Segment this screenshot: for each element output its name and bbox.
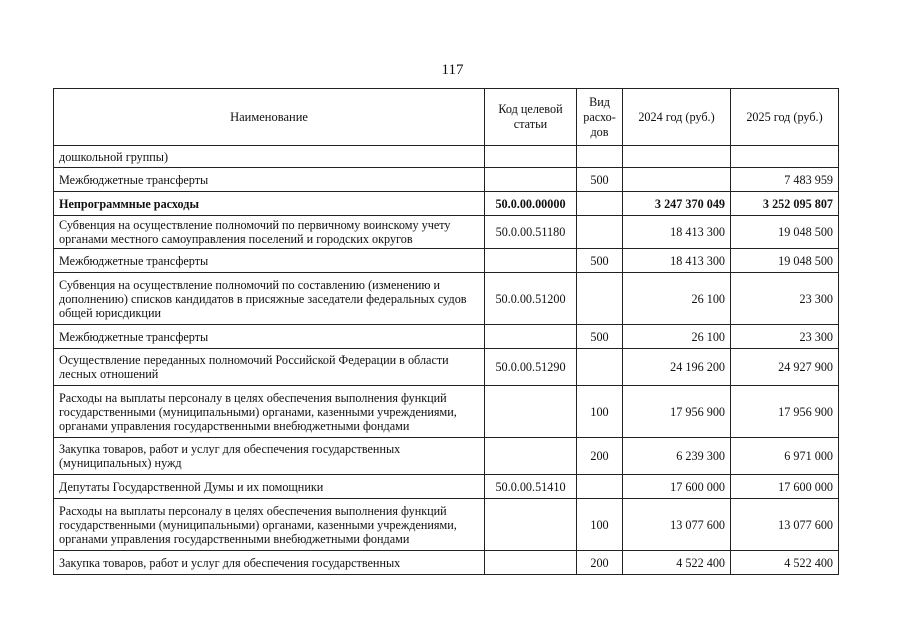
- table-row: [54, 551, 839, 575]
- cell-2024: 17 956 900: [623, 386, 731, 438]
- table-header-row: [54, 89, 839, 146]
- cell-kind: [577, 273, 623, 325]
- cell-2024: [623, 168, 731, 192]
- cell-kind: 500: [577, 325, 623, 349]
- cell-code: 50.0.00.51200: [485, 273, 577, 325]
- page-number: 117: [441, 62, 464, 78]
- cell-2024: [623, 146, 731, 168]
- cell-code: [485, 499, 577, 551]
- cell-name: Осуществление переданных полномочий Российской Федерации в области лесных отношений: [54, 349, 485, 386]
- header-2025: 2025 год (руб.): [731, 89, 839, 146]
- cell-2025: 3 252 095 807: [731, 192, 839, 216]
- cell-name: Закупка товаров, работ и услуг для обеспечения государственных (муниципальных) нужд: [54, 438, 485, 475]
- table-row: [54, 325, 839, 349]
- cell-2025: 13 077 600: [731, 499, 839, 551]
- cell-code: [485, 551, 577, 575]
- table-row: [54, 249, 839, 273]
- header-2024: 2024 год (руб.): [623, 89, 731, 146]
- cell-code: 50.0.00.51410: [485, 475, 577, 499]
- cell-2024: 26 100: [623, 325, 731, 349]
- cell-name: Межбюджетные трансферты: [54, 249, 485, 273]
- cell-name: Непрограммные расходы: [54, 192, 485, 216]
- table-row: [54, 192, 839, 216]
- cell-code: 50.0.00.00000: [485, 192, 577, 216]
- cell-code: 50.0.00.51290: [485, 349, 577, 386]
- cell-2024: 24 196 200: [623, 349, 731, 386]
- table-body: [54, 146, 839, 575]
- table-row: [54, 386, 839, 438]
- cell-kind: [577, 146, 623, 168]
- cell-2024: 6 239 300: [623, 438, 731, 475]
- cell-code: 50.0.00.51180: [485, 216, 577, 249]
- header-kind: Вид расхо-дов: [577, 89, 623, 146]
- cell-2024: 18 413 300: [623, 216, 731, 249]
- cell-name: Межбюджетные трансферты: [54, 168, 485, 192]
- cell-kind: 200: [577, 551, 623, 575]
- table-row: [54, 273, 839, 325]
- cell-2024: 26 100: [623, 273, 731, 325]
- cell-kind: 100: [577, 386, 623, 438]
- cell-kind: [577, 475, 623, 499]
- cell-code: [485, 249, 577, 273]
- header-code: Код целевой статьи: [485, 89, 577, 146]
- cell-code: [485, 438, 577, 475]
- cell-name: Субвенция на осуществление полномочий по составлению (изменению и дополнению) списков кандидатов в присяжные заседатели федеральных судов общей юрисдикции: [54, 273, 485, 325]
- cell-name: Расходы на выплаты персоналу в целях обеспечения выполнения функций государственными (муниципальными) органами, казенными учреждениями, органами управления государственными внебюджетными фондами: [54, 386, 485, 438]
- cell-name: Расходы на выплаты персоналу в целях обеспечения выполнения функций государственными (муниципальными) органами, казенными учреждениями, органами управления государственными внебюджетными фондами: [54, 499, 485, 551]
- cell-name: Субвенция на осуществление полномочий по первичному воинскому учету органами местного самоуправления поселений и городских округов: [54, 216, 485, 249]
- table-row: [54, 499, 839, 551]
- table-row: [54, 146, 839, 168]
- table-row: [54, 349, 839, 386]
- cell-code: [485, 168, 577, 192]
- cell-kind: [577, 192, 623, 216]
- cell-code: [485, 146, 577, 168]
- cell-2025: 6 971 000: [731, 438, 839, 475]
- cell-2025: 23 300: [731, 273, 839, 325]
- budget-table: [53, 88, 839, 575]
- cell-2025: 19 048 500: [731, 249, 839, 273]
- table-row: [54, 168, 839, 192]
- cell-2024: 18 413 300: [623, 249, 731, 273]
- cell-name: Закупка товаров, работ и услуг для обеспечения государственных: [54, 551, 485, 575]
- header-name: Наименование: [54, 89, 485, 146]
- cell-kind: 200: [577, 438, 623, 475]
- cell-kind: 100: [577, 499, 623, 551]
- cell-name: Депутаты Государственной Думы и их помощники: [54, 475, 485, 499]
- cell-2025: 23 300: [731, 325, 839, 349]
- cell-2025: 17 956 900: [731, 386, 839, 438]
- cell-2025: 24 927 900: [731, 349, 839, 386]
- cell-code: [485, 386, 577, 438]
- cell-2024: 3 247 370 049: [623, 192, 731, 216]
- cell-2024: 4 522 400: [623, 551, 731, 575]
- cell-2025: 17 600 000: [731, 475, 839, 499]
- cell-2025: 7 483 959: [731, 168, 839, 192]
- cell-kind: 500: [577, 249, 623, 273]
- table-row: [54, 475, 839, 499]
- cell-name: Межбюджетные трансферты: [54, 325, 485, 349]
- cell-2025: [731, 146, 839, 168]
- cell-kind: [577, 349, 623, 386]
- table-row: [54, 216, 839, 249]
- cell-name: дошкольной группы): [54, 146, 485, 168]
- cell-2024: 13 077 600: [623, 499, 731, 551]
- cell-2025: 19 048 500: [731, 216, 839, 249]
- cell-kind: [577, 216, 623, 249]
- cell-code: [485, 325, 577, 349]
- cell-2024: 17 600 000: [623, 475, 731, 499]
- cell-kind: 500: [577, 168, 623, 192]
- table-row: [54, 438, 839, 475]
- cell-2025: 4 522 400: [731, 551, 839, 575]
